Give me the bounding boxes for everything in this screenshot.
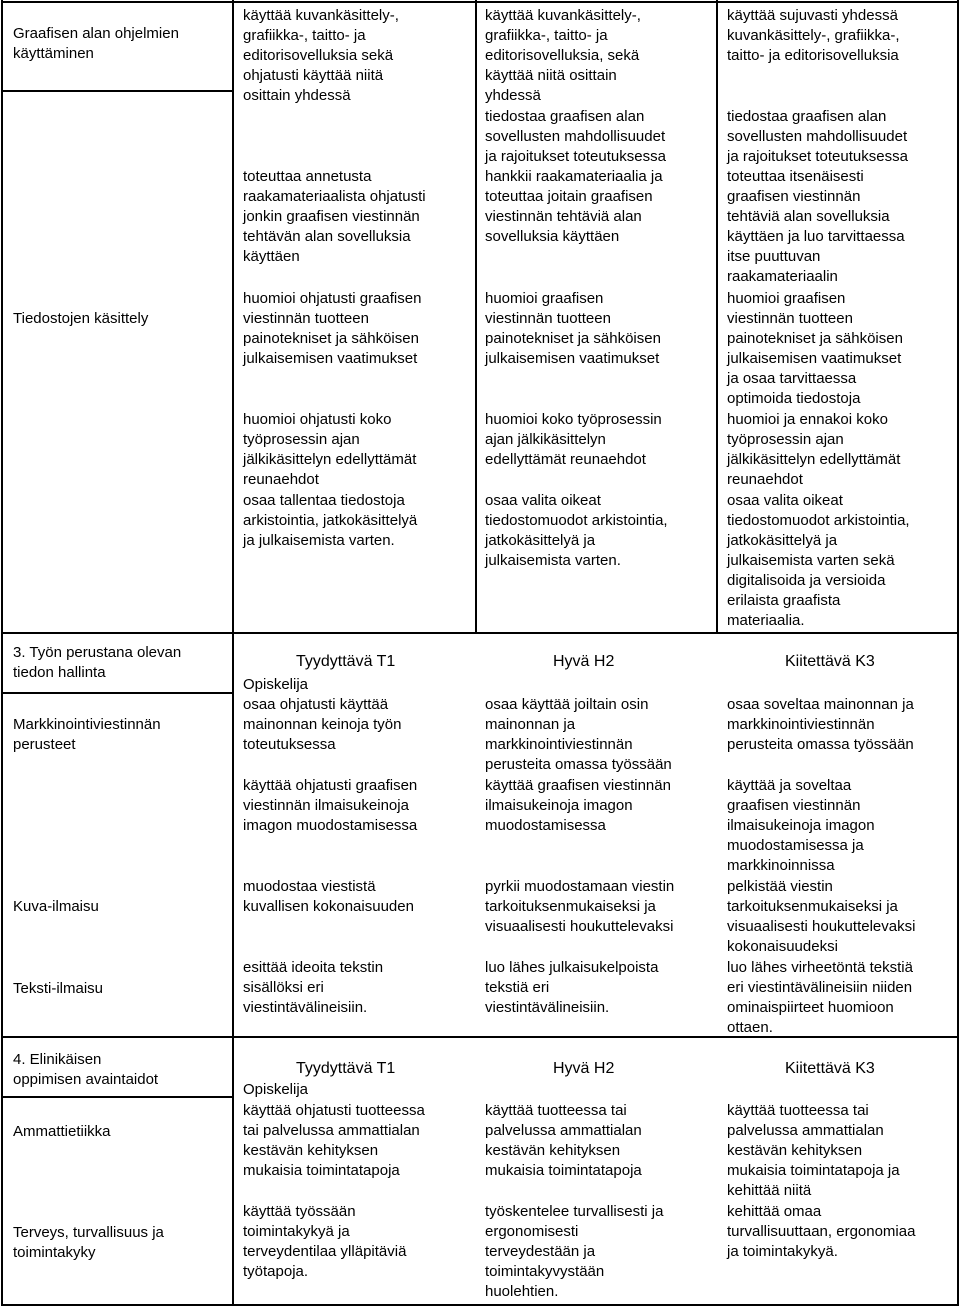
block3-t1-cell: käyttää työssään toimintakykyä ja terveydentilaa ylläpitäviä työtapoja. bbox=[243, 1203, 407, 1280]
row-divider bbox=[1, 692, 233, 694]
section-3-title: 3. Työn perustana olevan tiedon hallinta bbox=[13, 644, 182, 681]
grade-header-t1: Tyydyttävä T1 bbox=[296, 653, 396, 670]
block1-h2-cell: tiedostaa graafisen alan sovellusten mahdollisuudet ja rajoitukset toteutuksessa bbox=[485, 108, 666, 165]
block2-h2-cell: pyrkii muodostamaan viestin tarkoituksenmukaiseksi ja visuaalisesti houkuttelevaksi bbox=[485, 878, 675, 935]
column-divider-2 bbox=[475, 0, 477, 632]
block3-k3-cell: käyttää tuotteessa tai palvelussa ammattialan kestävän kehityksen mukaisia toimintatapoja ja kehittää niitä bbox=[727, 1102, 900, 1199]
block1-k3-cell: osaa valita oikeat tiedostomuodot arkistointia, jatkokäsittelyä ja julkaisemista varten sekä digitalisoida ja versioida erilaista graafista materiaalia. bbox=[727, 492, 910, 629]
block2-k3-cell: pelkistää viestin tarkoituksenmukaiseksi ja visuaalisesti houkuttelevaksi kokonaisuudeksi bbox=[727, 878, 916, 955]
opiskelija-label: Opiskelija bbox=[243, 676, 309, 693]
block1-h2-cell: käyttää kuvankäsittely-, grafiikka-, taitto- ja editorisovelluksia, sekä käyttää niitä osittain yhdessä bbox=[485, 7, 641, 104]
label-markkinointiviestinnan-perusteet: Markkinointiviestinnän perusteet bbox=[13, 716, 161, 753]
block2-t1-cell: käyttää ohjatusti graafisen viestinnän ilmaisukeinoja imagon muodostamisessa bbox=[243, 777, 418, 834]
label-ammattietiikka: Ammattietiikka bbox=[13, 1123, 111, 1140]
block1-t1-cell: huomioi ohjatusti graafisen viestinnän tuotteen painotekniset ja sähköisen julkaisemisen vaatimukset bbox=[243, 290, 422, 367]
block2-k3-cell: käyttää ja soveltaa graafisen viestinnän ilmaisukeinoja imagon muodostamisessa ja markkinoinnissa bbox=[727, 777, 875, 874]
block1-h2-cell: huomioi koko työprosessin ajan jälkikäsittelyn edellyttämät reunaehdot bbox=[485, 411, 662, 468]
label-graafisen-alan-ohjelmien-kayttaminen: Graafisen alan ohjelmien käyttäminen bbox=[13, 25, 179, 62]
column-divider-1 bbox=[232, 0, 234, 1306]
opiskelija-label: Opiskelija bbox=[243, 1081, 309, 1098]
label-teksti-ilmaisu: Teksti-ilmaisu bbox=[13, 980, 104, 997]
block1-h2-cell: hankkii raakamateriaalia ja toteuttaa joitain graafisen viestinnän tehtäviä alan sovelluksia käyttäen bbox=[485, 168, 663, 245]
block2-k3-cell: luo lähes virheetöntä tekstiä eri viestintävälineisiin niiden ominaispiirteet huomioon ottaen. bbox=[727, 959, 913, 1036]
block2-h2-cell: käyttää graafisen viestinnän ilmaisukeinoja imagon muodostamisessa bbox=[485, 777, 671, 834]
column-divider-3 bbox=[716, 0, 718, 632]
block3-h2-cell: työskentelee turvallisesti ja ergonomisesti terveydestään ja toimintakyvystään huolehtien. bbox=[485, 1203, 664, 1300]
block1-t1-cell: toteuttaa annetusta raakamateriaalista ohjatusti jonkin graafisen viestinnän tehtävän alan sovelluksia käyttäen bbox=[243, 168, 426, 265]
grade-header-k3: Kiitettävä K3 bbox=[785, 653, 875, 670]
block1-t1-cell: osaa tallentaa tiedostoja arkistointia, jatkokäsittelyä ja julkaisemista varten. bbox=[243, 492, 418, 549]
block3-h2-cell: käyttää tuotteessa tai palvelussa ammattialan kestävän kehityksen mukaisia toimintatapoja bbox=[485, 1102, 642, 1179]
row-divider bbox=[1, 1096, 233, 1098]
block3-k3-cell: kehittää omaa turvallisuuttaan, ergonomiaa ja toimintakykyä. bbox=[727, 1203, 916, 1260]
block1-k3-cell: huomioi ja ennakoi koko työprosessin ajan jälkikäsittelyn edellyttämät reunaehdot bbox=[727, 411, 901, 488]
block2-h2-cell: osaa käyttää joiltain osin mainonnan ja markkinointiviestinnän perusteita omassa työssään bbox=[485, 696, 672, 773]
label-terveys-turvallisuus-toimintakyky: Terveys, turvallisuus ja toimintakyky bbox=[13, 1224, 164, 1261]
row-divider bbox=[1, 90, 233, 92]
block2-t1-cell: muodostaa viestistä kuvallisen kokonaisuuden bbox=[243, 878, 414, 915]
block2-k3-cell: osaa soveltaa mainonnan ja markkinointiviestinnän perusteita omassa työssään bbox=[727, 696, 914, 753]
column-divider-left bbox=[1, 0, 3, 1306]
block1-h2-cell: osaa valita oikeat tiedostomuodot arkistointia, jatkokäsittelyä ja julkaisemista varten. bbox=[485, 492, 668, 569]
grade-header-t1: Tyydyttävä T1 bbox=[296, 1060, 396, 1077]
block1-k3-cell: toteuttaa itsenäisesti graafisen viestinnän tehtäviä alan sovelluksia käyttäen ja luo tarvittaessa itse puuttuvan raakamateriaalin bbox=[727, 168, 905, 285]
block2-t1-cell: esittää ideoita tekstin sisällöksi eri viestintävälineisiin. bbox=[243, 959, 384, 1016]
block1-t1-cell: huomioi ohjatusti koko työprosessin ajan jälkikäsittelyn edellyttämät reunaehdot bbox=[243, 411, 417, 488]
block1-k3-cell: tiedostaa graafisen alan sovellusten mahdollisuudet ja rajoitukset toteutuksessa bbox=[727, 108, 908, 165]
label-kuva-ilmaisu: Kuva-ilmaisu bbox=[13, 898, 99, 915]
block1-h2-cell: huomioi graafisen viestinnän tuotteen painotekniset ja sähköisen julkaisemisen vaatimukset bbox=[485, 290, 661, 367]
section-4-title: 4. Elinikäisen oppimisen avaintaidot bbox=[13, 1051, 159, 1088]
grade-header-h2: Hyvä H2 bbox=[553, 1060, 615, 1077]
block2-h2-cell: luo lähes julkaisukelpoista tekstiä eri viestintävälineisiin. bbox=[485, 959, 659, 1016]
block2-t1-cell: osaa ohjatusti käyttää mainonnan keinoja työn toteutuksessa bbox=[243, 696, 402, 753]
block1-t1-cell: käyttää kuvankäsittely-, grafiikka-, taitto- ja editorisovelluksia sekä ohjatusti käyttää niitä osittain yhdessä bbox=[243, 7, 399, 104]
grade-header-k3: Kiitettävä K3 bbox=[785, 1060, 875, 1077]
row-divider bbox=[1, 1, 959, 3]
block3-t1-cell: käyttää ohjatusti tuotteessa tai palvelussa ammattialan kestävän kehityksen mukaisia toimintatapoja bbox=[243, 1102, 425, 1179]
block1-k3-cell: käyttää sujuvasti yhdessä kuvankäsittely-, grafiikka-, taitto- ja editorisovelluksia bbox=[727, 7, 900, 64]
column-divider-right bbox=[957, 0, 959, 1306]
block1-k3-cell: huomioi graafisen viestinnän tuotteen painotekniset ja sähköisen julkaisemisen vaatimukset ja osaa tarvittaessa optimoida tiedostoja bbox=[727, 290, 903, 407]
label-tiedostojen-kasittely: Tiedostojen käsittely bbox=[13, 310, 149, 327]
row-divider bbox=[1, 632, 959, 634]
grade-header-h2: Hyvä H2 bbox=[553, 653, 615, 670]
